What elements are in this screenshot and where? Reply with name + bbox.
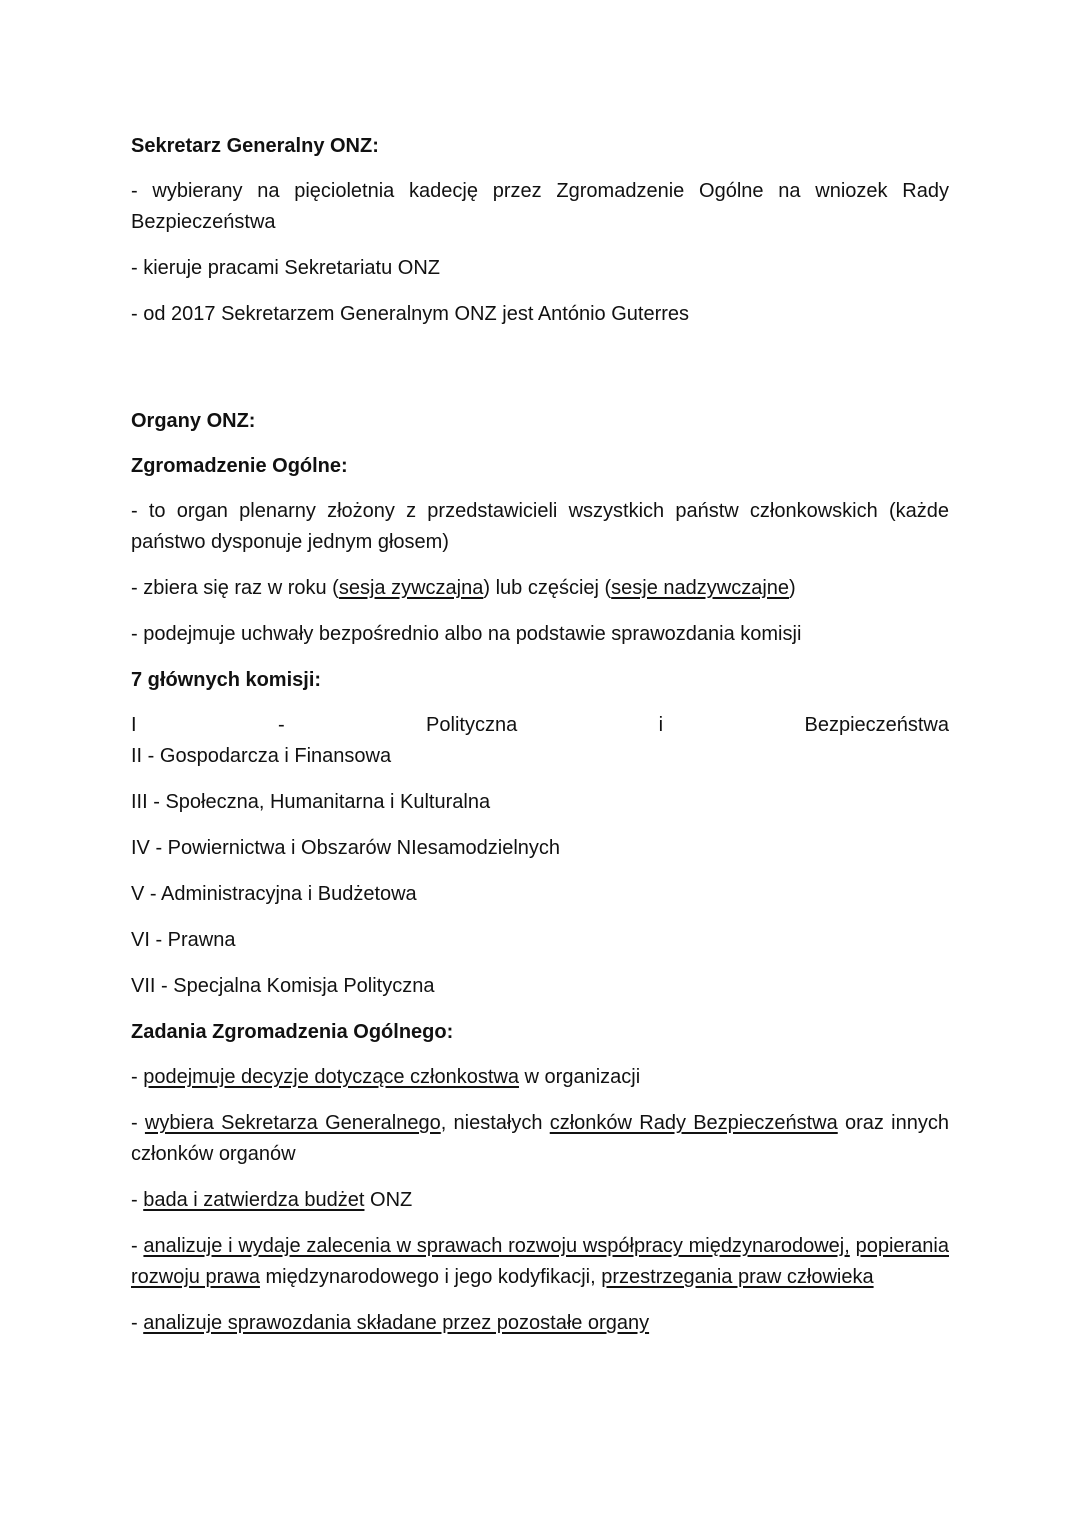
assembly-line-2: [131, 573, 949, 604]
text-span: -: [131, 1066, 144, 1088]
text-span: ): [789, 577, 796, 599]
committee-item: VII - Specjalna Komisja Polityczna: [131, 975, 435, 997]
text-span: oraz innych członków organów: [131, 1112, 949, 1165]
text-span: ONZ: [364, 1189, 413, 1211]
text-span: -: [131, 1189, 144, 1211]
assembly-line-3: - podejmuje uchwały bezpośrednio albo na podstawie sprawozdania komisji: [131, 623, 802, 645]
committee-item: III - Społeczna, Humanitarna i Kulturalna: [131, 791, 491, 813]
assembly-heading: Zgromadzenie Ogólne:: [131, 455, 348, 477]
text-span: -: [131, 1235, 144, 1257]
assembly-line-1: - to organ plenarny złożony z przedstawicieli wszystkich państw członkowskich (każde państwo dysponuje jednym głosem): [131, 500, 949, 553]
task-item: [131, 1185, 949, 1216]
underlined-term: sesja zywczajna: [338, 577, 484, 599]
underlined-term: popierania rozwoju prawa: [131, 1235, 949, 1288]
committee-item: V - Administracyjna i Budżetowa: [131, 883, 417, 905]
underlined-term: sesje nadzywczajne: [611, 577, 790, 599]
task-item: [131, 1308, 949, 1339]
secretary-heading: Sekretarz Generalny ONZ:: [131, 135, 379, 157]
secretary-line-3: - od 2017 Sekretarzem Generalnym ONZ jest António Guterres: [131, 303, 690, 325]
underlined-term: bada i zatwierdza budżet: [143, 1189, 365, 1211]
text-span: ) lub częściej (: [483, 577, 612, 599]
text-span: -: [131, 1112, 145, 1134]
section-gap: [131, 345, 949, 406]
text-span: w organizacji: [518, 1066, 641, 1088]
text-span: -: [131, 1312, 144, 1334]
committee-item: VI - Prawna: [131, 929, 236, 951]
underlined-term: wybiera Sekretarza Generalnego: [144, 1112, 441, 1134]
secretary-line-1: - wybierany na pięcioletnia kadecję przez Zgromadzenie Ogólne na wniozek Rady Bezpieczeństwa: [131, 180, 949, 233]
underlined-term: członków Rady Bezpieczeństwa: [549, 1112, 838, 1134]
underlined-term: analizuje i wydaje zalecenia w sprawach rozwoju współpracy międzynarodowej,: [143, 1235, 850, 1257]
underlined-term: analizuje sprawozdania składane przez pozostałe organy: [143, 1312, 650, 1334]
task-item: [131, 1231, 949, 1293]
text-span: międzynarodowego i jego kodyfikacji,: [259, 1266, 602, 1288]
committee-item: I - Polityczna i Bezpieczeństwa: [131, 714, 949, 736]
text-span: , niestałych: [440, 1112, 550, 1134]
committees-heading: 7 głównych komisji:: [131, 669, 322, 691]
committee-item: IV - Powiernictwa i Obszarów NIesamodzielnych: [131, 837, 561, 859]
secretary-line-2: - kieruje pracami Sekretariatu ONZ: [131, 257, 440, 279]
tasks-heading: Zadania Zgromadzenia Ogólnego:: [131, 1021, 454, 1043]
task-item: [131, 1062, 949, 1093]
committee-item: II - Gospodarcza i Finansowa: [131, 745, 392, 767]
text-span: - zbiera się raz w roku (: [131, 577, 339, 599]
underlined-term: przestrzegania praw człowieka: [601, 1266, 874, 1288]
organs-heading: Organy ONZ:: [131, 410, 256, 432]
underlined-term: podejmuje decyzje dotyczące członkostwa: [143, 1066, 519, 1088]
task-item: [131, 1108, 949, 1170]
document-content: [131, 131, 949, 1354]
